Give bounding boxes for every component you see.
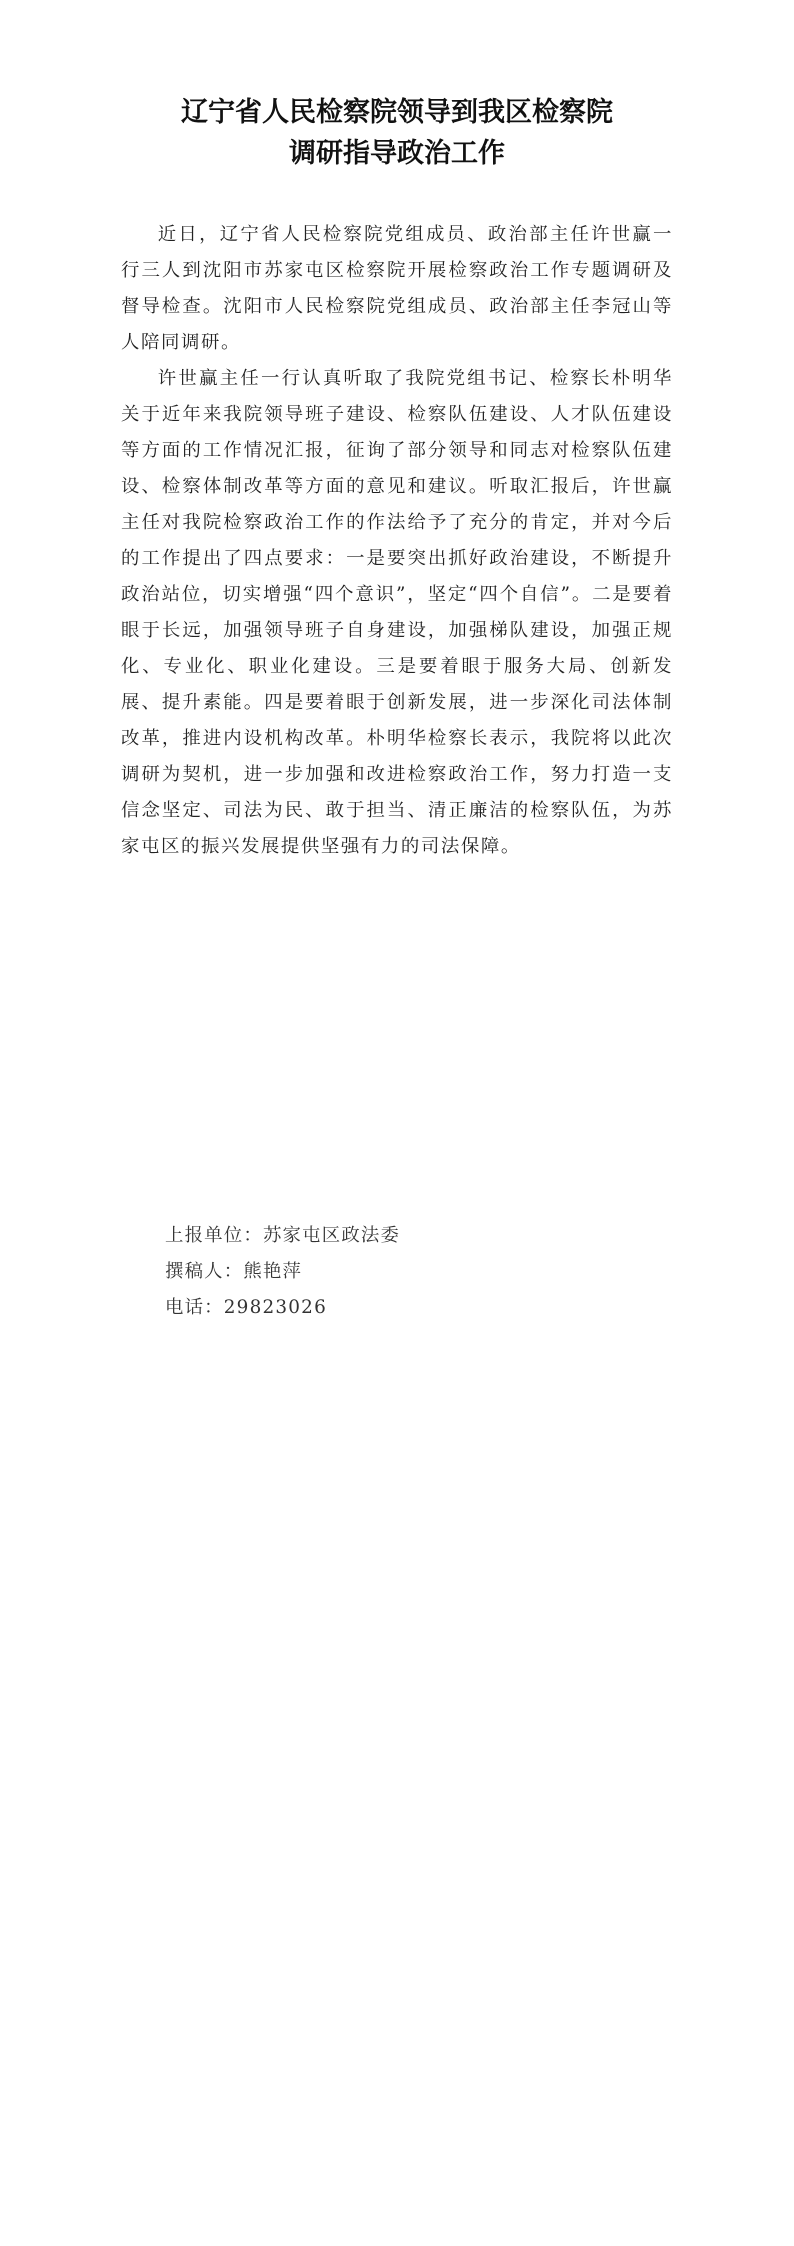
report-info — [165, 1218, 400, 1326]
report-unit: 上报单位：苏家屯区政法委 — [165, 1225, 401, 1246]
body-paragraph-1: 近日，辽宁省人民检察院党组成员、政治部主任许世赢一行三人到沈阳市苏家屯区检察院开展检察政治工作专题调研及督导检查。沈阳市人民检察院党组成员、政治部主任李冠山等人陪同调研。 — [121, 224, 673, 353]
document-title — [100, 92, 694, 174]
report-phone: 电话：29823026 — [165, 1297, 327, 1318]
body-paragraph-2: 许世赢主任一行认真听取了我院党组书记、检察长朴明华关于近年来我院领导班子建设、检察队伍建设、人才队伍建设等方面的工作情况汇报，征询了部分领导和同志对检察队伍建设、检察体制改革等方面的意见和建议。听取汇报后，许世赢主任对我院检察政治工作的作法给予了充分的肯定，并对今后的工作提出了四点要求：一是要突出抓好政治建设，不断提升政治站位，切实增强“四个意识”，坚定“四个自信”。二是要着眼于长远，加强领导班子自身建设，加强梯队建设，加强正规化、专业化、职业化建设。三是要着眼于服务大局、创新发展、提升素能。四是要着眼于创新发展，进一步深化司法体制改革，推进内设机构改革。朴明华检察长表示，我院将以此次调研为契机，进一步加强和改进检察政治工作，努力打造一支信念坚定、司法为民、敢于担当、清正廉洁的检察队伍，为苏家屯区的振兴发展提供坚强有力的司法保障。 — [121, 368, 673, 857]
title-line-1: 辽宁省人民检察院领导到我区检察院 — [181, 97, 613, 128]
report-author: 撰稿人：熊艳萍 — [165, 1261, 303, 1282]
document-body — [121, 217, 673, 865]
title-line-2: 调研指导政治工作 — [289, 138, 505, 169]
